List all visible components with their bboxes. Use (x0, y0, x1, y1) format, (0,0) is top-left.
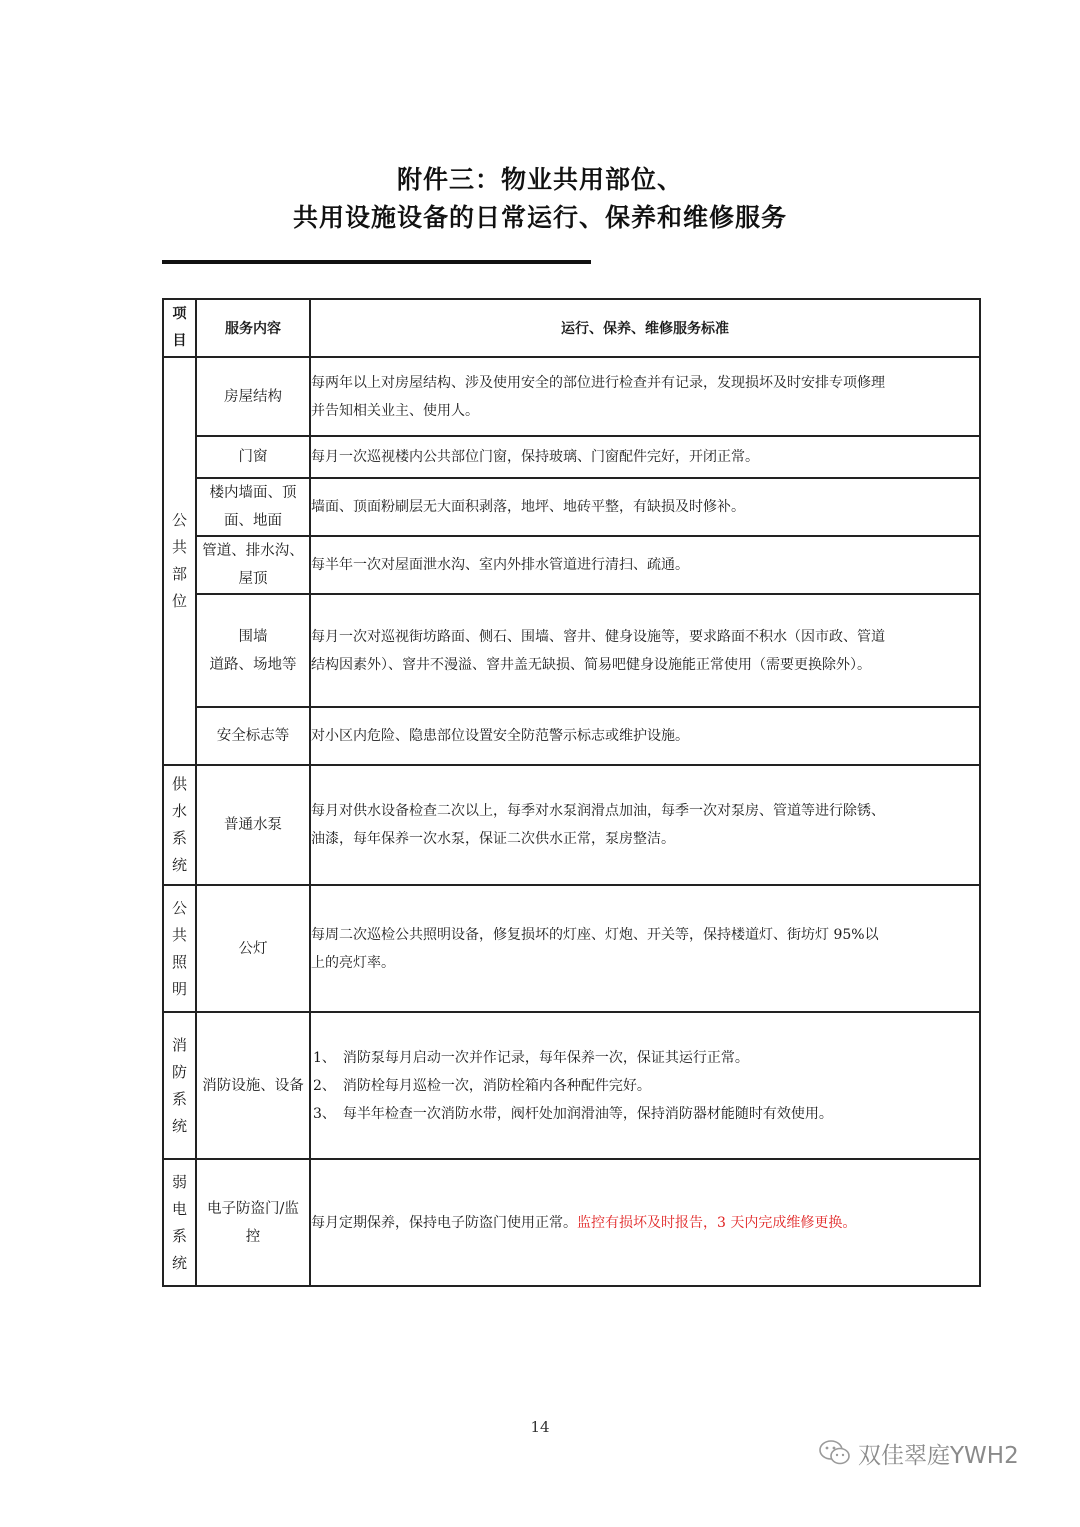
category-char: 共 (171, 925, 187, 944)
service-standards-table (162, 298, 981, 1287)
standard-cell (310, 1159, 980, 1286)
category-char: 统 (171, 856, 187, 874)
service-cell (196, 765, 310, 885)
service-cell (196, 536, 310, 594)
service-cell (196, 707, 310, 765)
standard-list-item: 3、 每半年检查一次消防水带，阀杆处加润滑油等，保持消防器材能随时有效使用。 (313, 1105, 833, 1122)
standard-line: 结构因素外）、窨井不漫溢、窨井盖无缺损、简易吧健身设施能正常使用（需要更换除外）。 (311, 656, 871, 673)
service-text: 楼内墙面、顶 (209, 485, 297, 501)
service-cell (196, 436, 310, 478)
category-char: 位 (171, 592, 187, 610)
service-cell (196, 478, 310, 536)
service-text: 管道、排水沟、 (202, 543, 304, 559)
category-char: 水 (171, 802, 187, 820)
watermark-text: 双佳翠庭YWH2 (858, 1442, 1019, 1469)
table-row (163, 536, 980, 594)
service-text: 面、地面 (224, 513, 282, 529)
service-text: 普通水泵 (224, 817, 282, 833)
standard-line: 油漆，每年保养一次水泵，保证二次供水正常，泵房整洁。 (311, 831, 675, 847)
category-char: 供 (171, 775, 187, 793)
category-public-parts (163, 357, 196, 765)
category-char: 明 (171, 979, 187, 998)
standard-cell (310, 765, 980, 885)
standard-line: 每月对供水设备检查二次以上，每季对水泵润滑点加油，每季一次对泵房、管道等进行除锈、 (311, 803, 885, 819)
service-cell (196, 1159, 310, 1286)
service-text: 消防设施、设备 (202, 1077, 304, 1094)
category-char: 统 (171, 1253, 187, 1272)
standard-line: 每两年以上对房屋结构、涉及使用安全的部位进行检查并有记录，发现损坏及时安排专项修理 (311, 374, 885, 391)
standard-line: 对小区内危险、隐患部位设置安全防范警示标志或维护设施。 (311, 728, 689, 744)
standard-line: 每周二次巡检公共照明设备，修复损坏的灯座、灯炮、开关等，保持楼道灯、街坊灯 95%以 (311, 926, 879, 943)
service-cell (196, 885, 310, 1012)
category-char: 系 (171, 829, 187, 847)
category-char: 系 (171, 1226, 187, 1245)
category-char: 照 (171, 952, 187, 971)
service-text: 屋顶 (238, 571, 268, 587)
service-text: 道路、场地等 (209, 656, 297, 673)
standard-cell (310, 436, 980, 478)
service-text: 电子防盗门/监 (207, 1200, 299, 1217)
page-number: 14 (530, 1418, 550, 1436)
header-item-char: 目 (172, 333, 187, 349)
service-text: 门窗 (238, 449, 268, 465)
standard-line: 每半年一次对屋面泄水沟、室内外排水管道进行清扫、疏通。 (311, 557, 689, 573)
table-row (163, 707, 980, 765)
standard-line: 并告知相关业主、使用人。 (311, 402, 479, 419)
standard-text: 每月定期保养，保持电子防盗门使用正常。 (311, 1214, 577, 1231)
category-char: 防 (171, 1062, 187, 1081)
header-item (163, 299, 196, 357)
category-char: 电 (171, 1199, 187, 1218)
standard-line: 墙面、顶面粉刷层无大面积剥落，地坪、地砖平整，有缺损及时修补。 (311, 499, 745, 515)
header-item-char: 项 (172, 306, 187, 322)
category-water (163, 765, 196, 885)
category-char: 共 (171, 538, 187, 556)
watermark (818, 1436, 1019, 1470)
table-row (163, 1012, 980, 1159)
standard-cell (310, 1012, 980, 1159)
title-underline (162, 260, 591, 264)
table-row (163, 1159, 980, 1286)
title-line-1: 附件三：物业共用部位、 (396, 165, 683, 194)
standard-line: 上的亮灯率。 (311, 954, 395, 971)
standard-cell (310, 707, 980, 765)
standard-list-item: 1、 消防泵每月启动一次并作记录，每年保养一次，保证其运行正常。 (313, 1049, 749, 1066)
category-char: 公 (171, 898, 187, 917)
title-line-2: 共用设施设备的日常运行、保养和维修服务 (292, 203, 787, 232)
service-text: 公灯 (238, 940, 268, 957)
category-char: 弱 (171, 1172, 187, 1191)
category-weak-current (163, 1159, 196, 1286)
service-cell (196, 357, 310, 436)
category-char: 统 (171, 1116, 187, 1135)
standard-cell (310, 357, 980, 436)
category-fire (163, 1012, 196, 1159)
service-cell (196, 1012, 310, 1159)
table-row (163, 357, 980, 436)
standard-list-item: 2、 消防栓每月巡检一次，消防栓箱内各种配件完好。 (313, 1077, 651, 1094)
service-text: 房屋结构 (224, 388, 282, 405)
category-lighting (163, 885, 196, 1012)
category-char: 系 (171, 1089, 187, 1108)
category-char: 消 (171, 1035, 187, 1054)
category-char: 公 (171, 511, 187, 529)
standard-line: 每月一次巡视楼内公共部位门窗，保持玻璃、门窗配件完好，开闭正常。 (311, 449, 759, 465)
wechat-icon (818, 1438, 852, 1468)
header-standard: 运行、保养、维修服务标准 (310, 299, 980, 357)
service-text: 控 (245, 1228, 261, 1245)
header-row (163, 299, 980, 357)
service-text: 安全标志等 (216, 728, 290, 744)
category-char: 部 (171, 565, 187, 583)
standard-line: 每月一次对巡视街坊路面、侧石、围墙、窨井、健身设施等，要求路面不积水（因市政、管道 (311, 628, 885, 645)
table-row (163, 478, 980, 536)
table-row (163, 436, 980, 478)
service-cell (196, 594, 310, 707)
standard-cell (310, 885, 980, 1012)
table-row (163, 594, 980, 707)
standard-cell (310, 594, 980, 707)
header-service: 服务内容 (196, 299, 310, 357)
standard-cell (310, 536, 980, 594)
table-row (163, 885, 980, 1012)
table-row (163, 765, 980, 885)
standard-cell (310, 478, 980, 536)
service-text: 围墙 (238, 628, 268, 645)
standard-highlight-text: 监控有损坏及时报告，3 天内完成维修更换。 (577, 1214, 857, 1231)
